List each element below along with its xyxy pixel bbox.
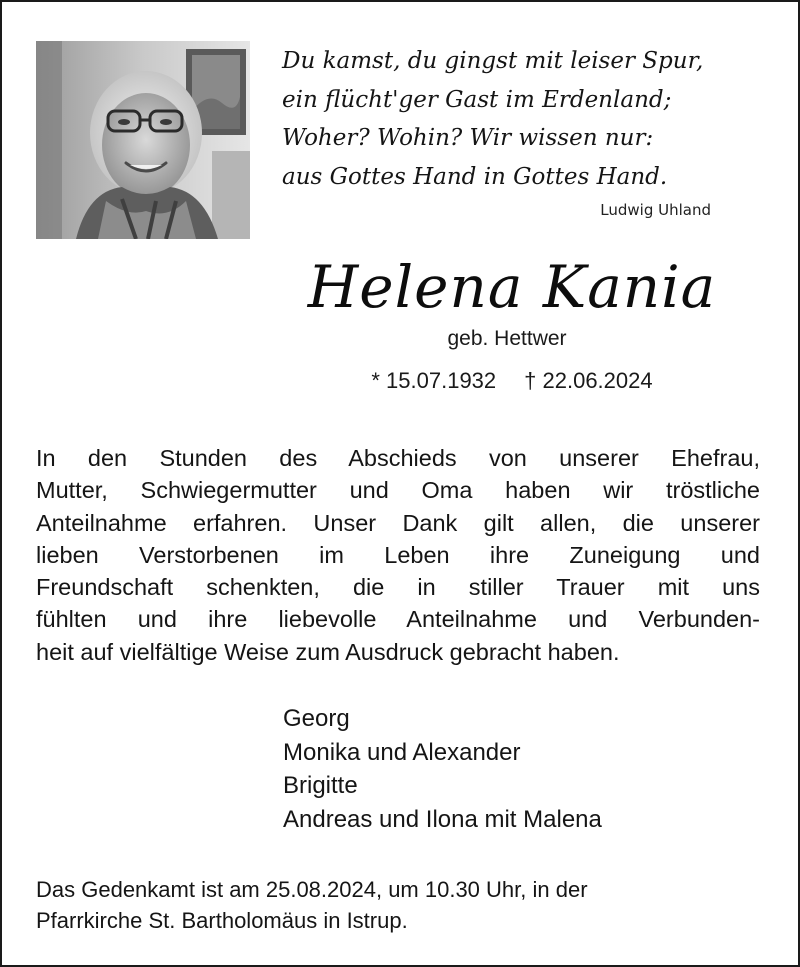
thank-you-message bbox=[36, 442, 760, 668]
life-dates bbox=[332, 368, 692, 394]
death-date: † 22.06.2024 bbox=[524, 368, 653, 393]
message-line: Freundschaft schenkten, die in stiller Trauer mit uns bbox=[36, 574, 760, 601]
poem-line: aus Gottes Hand in Gottes Hand. bbox=[282, 163, 668, 190]
signer: Georg bbox=[283, 705, 350, 732]
message-line: In den Stunden des Abschieds von unserer Ehefrau, bbox=[36, 445, 760, 471]
deceased-name: Helena Kania bbox=[307, 253, 717, 321]
maiden-name: geb. Hettwer bbox=[447, 327, 567, 350]
poem-line: ein flücht'ger Gast im Erdenland; bbox=[282, 86, 672, 113]
message-line: fühlten und ihre liebevolle Anteilnahme und Verbunden- bbox=[36, 606, 760, 633]
memorial-line: Pfarrkirche St. Bartholomäus in Istrup. bbox=[36, 908, 408, 933]
message-line: Anteilnahme erfahren. Unser Dank gilt allen, die unserer bbox=[36, 509, 760, 536]
memorial-line: Das Gedenkamt ist am 25.08.2024, um 10.30 Uhr, in der bbox=[36, 877, 588, 902]
signer: Brigitte bbox=[283, 772, 358, 799]
portrait-photo bbox=[36, 41, 250, 239]
poem-line: Du kamst, du gingst mit leiser Spur, bbox=[282, 48, 704, 74]
signer: Andreas und Ilona mit Malena bbox=[283, 805, 602, 833]
signer: Monika und Alexander bbox=[283, 738, 521, 766]
poem-author: Ludwig Uhland bbox=[600, 201, 711, 219]
portrait-photo-image bbox=[36, 41, 250, 239]
message-line: lieben Verstorbenen im Leben ihre Zuneigung und bbox=[36, 541, 760, 568]
message-line: Mutter, Schwiegermutter und Oma haben wir tröstliche bbox=[36, 477, 760, 504]
birth-date: * 15.07.1932 bbox=[371, 368, 497, 393]
memorial-service-info bbox=[36, 874, 756, 936]
poem bbox=[282, 42, 782, 196]
signers-list bbox=[283, 702, 602, 836]
poem-line: Woher? Wohin? Wir wissen nur: bbox=[282, 125, 654, 151]
message-line: heit auf vielfältige Weise zum Ausdruck gebracht haben. bbox=[36, 638, 620, 665]
